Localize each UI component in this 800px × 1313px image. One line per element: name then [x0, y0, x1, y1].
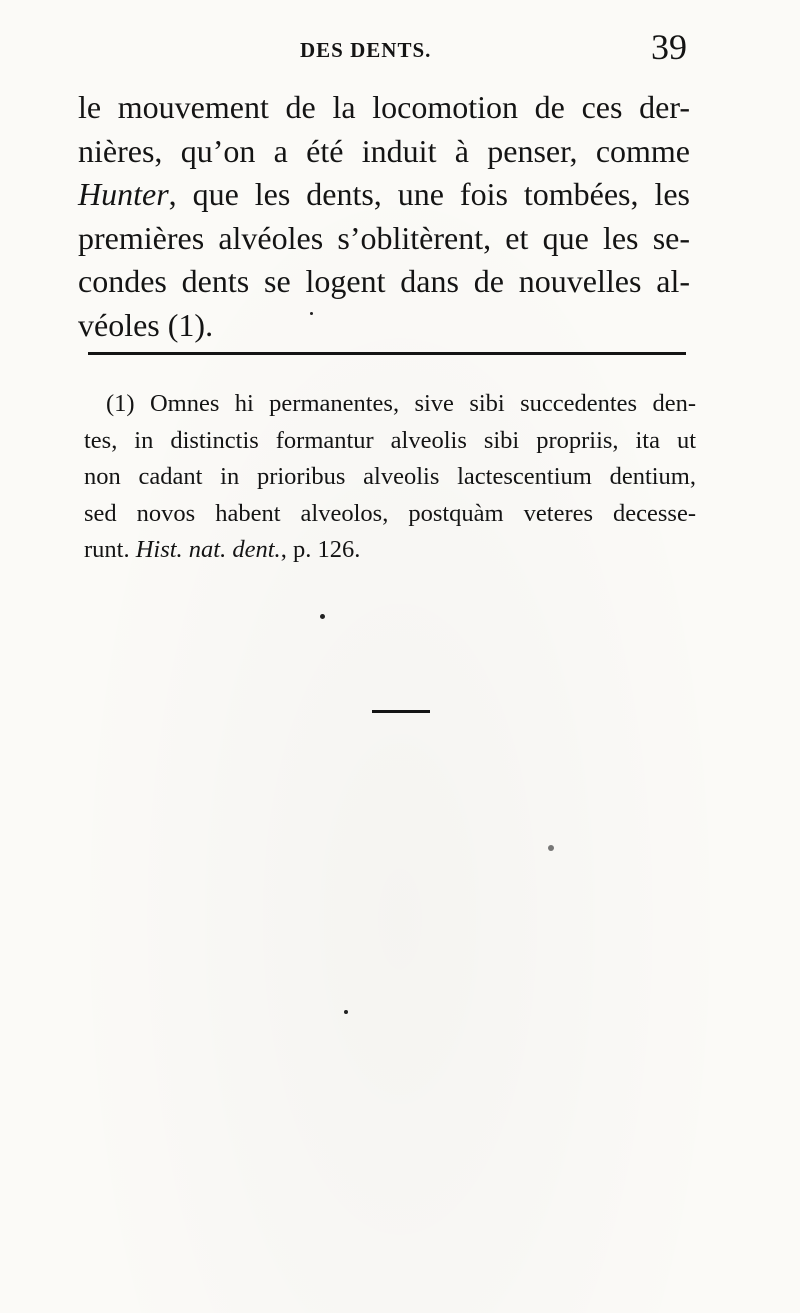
ink-speck — [344, 1010, 348, 1014]
ink-speck — [548, 845, 554, 851]
footnote — [84, 386, 696, 569]
footnote-line: sed novos habent alveolos, postquàm veteres decesse- — [84, 499, 696, 527]
footnote-text: , p. 126. — [280, 536, 361, 563]
footnote-line: (1) Omnes hi permanentes, sive sibi succedentes den- — [106, 390, 696, 417]
footnote-line — [84, 532, 696, 569]
ink-speck — [310, 312, 313, 315]
footnote-line: non cadant in prioribus alveolis lactescentium dentium, — [84, 463, 696, 490]
footnote-text: runt. — [84, 536, 130, 563]
footnote-line: tes, in distinctis formantur alveolis sibi propriis, ita ut — [84, 426, 696, 454]
author-name: Hunter — [78, 176, 169, 212]
running-head: DES DENTS. — [300, 38, 432, 62]
body-line-rest: , que les dents, une fois tombées, les — [168, 176, 690, 212]
end-of-chapter-rule — [372, 710, 430, 713]
body-line: premières alvéoles s’oblitèrent, et que les se- — [78, 219, 690, 256]
body-line: le mouvement de la locomotion de ces der- — [78, 89, 690, 125]
footnote-separator-rule — [88, 352, 686, 355]
body-line: nières, qu’on a été induit à penser, comme — [78, 132, 690, 169]
page-number: 39 — [651, 27, 687, 67]
footnote-citation: Hist. nat. dent. — [135, 536, 281, 563]
body-line — [78, 173, 690, 217]
main-paragraph — [78, 86, 690, 347]
body-line: condes dents se logent dans de nouvelles al- — [78, 263, 690, 299]
ink-speck — [320, 614, 325, 619]
body-line: véoles (1). — [78, 306, 214, 343]
